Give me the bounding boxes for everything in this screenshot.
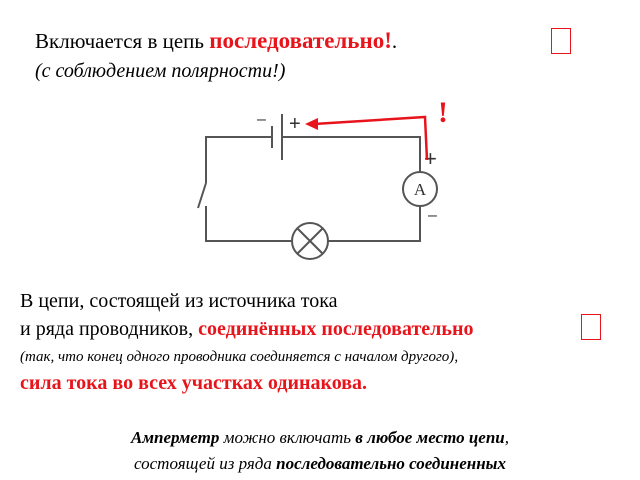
ammeter-note-text4: , bbox=[504, 428, 509, 447]
title-prefix: Включается в цепь bbox=[35, 29, 210, 53]
hint-box-middle[interactable] bbox=[581, 314, 601, 340]
wire-top-right bbox=[282, 137, 420, 172]
body-line-4: сила тока во всех участках одинакова. bbox=[20, 372, 368, 394]
body-line-1: В цепи, состоящей из источника тока bbox=[20, 290, 338, 312]
body-line-2-prefix: и ряда проводников, bbox=[20, 318, 199, 340]
body-line-2 bbox=[20, 318, 473, 341]
ammeter-note bbox=[70, 425, 570, 477]
ammeter-note-word3: в любое место цепи bbox=[355, 428, 505, 447]
ammeter-note-text2: можно включать bbox=[219, 428, 356, 447]
battery-plus-label: + bbox=[289, 113, 301, 135]
body-line-3-comma: , bbox=[454, 349, 459, 365]
wire-bottom-right bbox=[328, 206, 420, 241]
lamp-icon bbox=[292, 223, 328, 259]
ammeter-note-word1: Амперметр bbox=[131, 428, 220, 447]
wire-top-left bbox=[206, 137, 272, 183]
body-line-3 bbox=[20, 349, 458, 366]
polarity-arrow-icon bbox=[305, 117, 427, 160]
body-line-3-text: (так, что конец одного проводника соединяется с началом другого) bbox=[20, 349, 455, 365]
ammeter-plus-label: + bbox=[424, 146, 437, 171]
switch-blade bbox=[198, 183, 206, 208]
title-emphasis: последовательно! bbox=[209, 28, 392, 53]
warning-mark: ! bbox=[438, 96, 448, 129]
battery-icon bbox=[272, 114, 282, 160]
ammeter-note-word6: последовательно соединенных bbox=[276, 454, 506, 473]
body-line-2-emphasis: соединённых последовательно bbox=[198, 318, 474, 340]
ammeter-label: A bbox=[413, 180, 427, 199]
wire-bottom-left bbox=[206, 206, 292, 241]
title-suffix: . bbox=[391, 29, 398, 53]
battery-minus-label: – bbox=[257, 111, 266, 128]
polarity-note: (с соблюдением полярности!) bbox=[35, 60, 286, 82]
ammeter-note-text5: состоящей из ряда bbox=[134, 454, 277, 473]
ammeter-minus-label: – bbox=[428, 207, 437, 224]
